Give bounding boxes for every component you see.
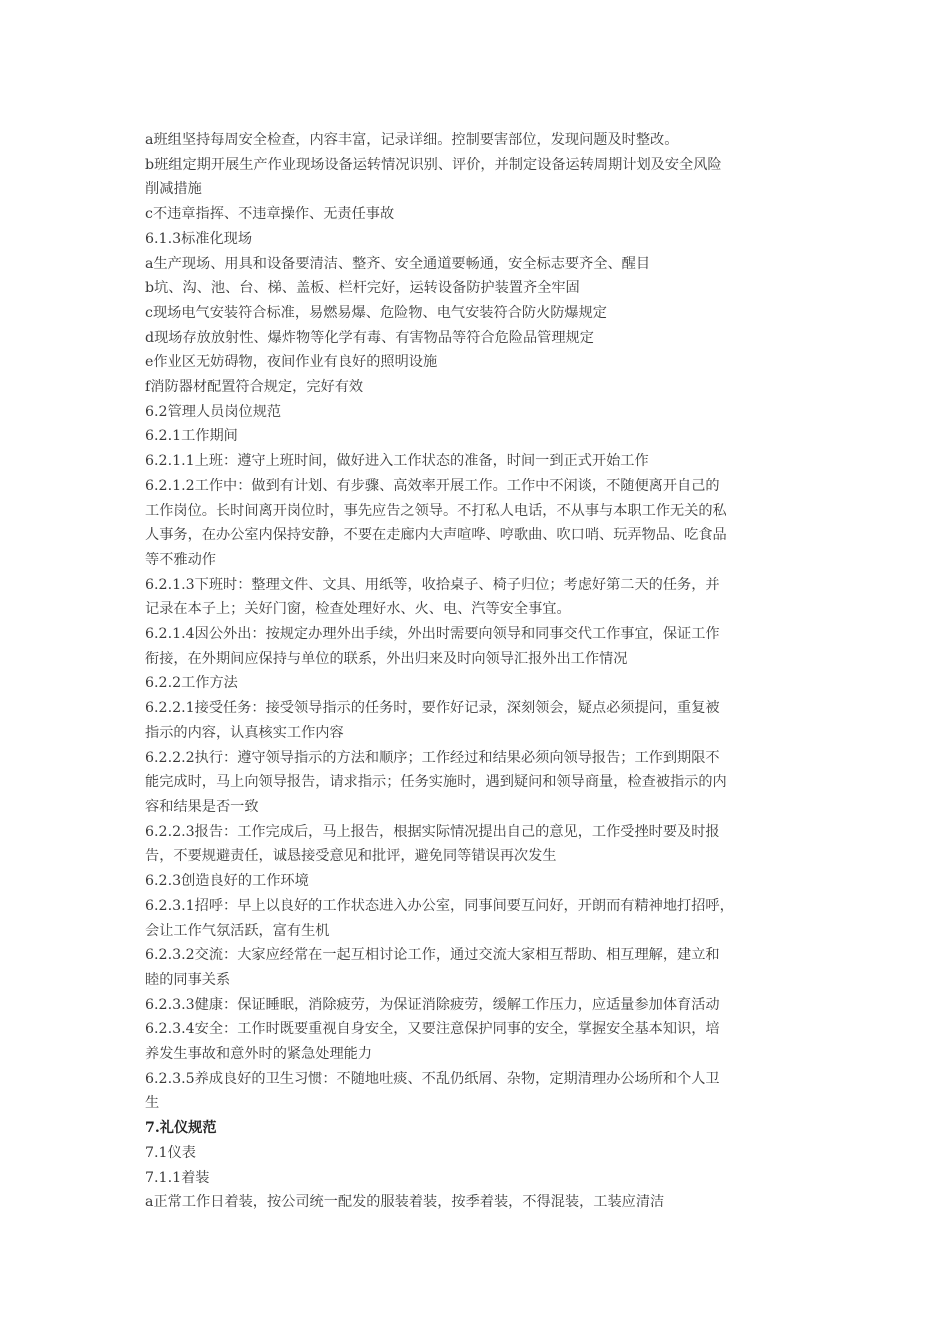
text-line: a正常工作日着装，按公司统一配发的服装着装，按季着装，不得混装，工装应清洁 (145, 1194, 665, 1211)
text-line: 能完成时，马上向领导报告，请求指示；任务实施时，遇到疑问和领导商量，检查被指示的内 (145, 774, 727, 791)
section-heading: 6.2管理人员岗位规范 (145, 403, 282, 420)
text-line: e作业区无妨碍物，夜间作业有良好的照明设施 (145, 354, 438, 371)
text-line: 工作岗位。长时间离开岗位时，事先应告之领导。不打私人电话，不从事与本职工作无关的私 (145, 502, 727, 519)
text-line: 容和结果是否一致 (145, 798, 259, 815)
section-heading: 6.2.3创造良好的工作环境 (145, 873, 309, 890)
text-line: 6.2.3.2交流：大家应经常在一起互相讨论工作，通过交流大家相互帮助、相互理解，建立和 (145, 947, 720, 964)
text-line: a班组坚持每周安全检查，内容丰富，记录详细。控制要害部位，发现问题及时整改。 (145, 132, 679, 148)
text-line: 6.2.3.3健康：保证睡眠，消除疲劳，为保证消除疲劳，缓解工作压力，应适量参加体育活动 (145, 996, 720, 1013)
text-line: 人事务，在办公室内保持安静，不要在走廊内大声喧哗、哼歌曲、吹口哨、玩弄物品、吃食品 (145, 527, 727, 544)
section-heading: 7.1.1着装 (145, 1169, 210, 1186)
text-line: 6.2.1.2工作中：做到有计划、有步骤、高效率开展工作。工作中不闲谈，不随便离开自己的 (145, 477, 720, 494)
text-line: 告，不要规避责任，诚恳接受意见和批评，避免同等错误再次发生 (145, 848, 557, 865)
text-line: 6.2.2.3报告：工作完成后，马上报告，根据实际情况提出自己的意见，工作受挫时要及时报 (145, 823, 720, 840)
text-line: 6.2.2.2执行：遵守领导指示的方法和顺序；工作经过和结果必须向领导报告；工作到期限不 (145, 749, 720, 766)
text-line: 6.2.1.4因公外出：按规定办理外出手续，外出时需要向领导和同事交代工作事宜，保证工作 (145, 626, 720, 643)
text-line: f消防器材配置符合规定，完好有效 (145, 379, 364, 396)
text-line: 记录在本子上；关好门窗，检查处理好水、火、电、汽等安全事宜。 (145, 601, 571, 618)
text-line: b坑、沟、池、台、梯、盖板、栏杆完好，运转设备防护装置齐全牢固 (145, 280, 580, 297)
text-line: a生产现场、用具和设备要清洁、整齐、安全通道要畅通，安全标志要齐全、醒目 (145, 255, 651, 272)
section-heading: 6.2.2工作方法 (145, 675, 238, 692)
chapter-heading: 7.礼仪规范 (145, 1120, 217, 1137)
text-line: 削减措施 (145, 181, 202, 198)
document-body (145, 128, 805, 1215)
section-heading: 7.1仪表 (145, 1144, 196, 1161)
text-line: 6.2.1.3下班时：整理文件、文具、用纸等，收拾桌子、椅子归位；考虑好第二天的任务，并 (145, 576, 720, 593)
text-line: 6.2.3.5养成良好的卫生习惯：不随地吐痰、不乱仍纸屑、杂物，定期清理办公场所和个人卫 (145, 1070, 720, 1087)
text-line: 生 (145, 1095, 160, 1112)
text-line: c不违章指挥、不违章操作、无责任事故 (145, 206, 395, 223)
text-line: 指示的内容，认真核实工作内容 (145, 724, 344, 741)
text-line: 衔接，在外期间应保持与单位的联系，外出归来及时向领导汇报外出工作情况 (145, 650, 628, 667)
text-line: 6.2.1.1上班：遵守上班时间，做好进入工作状态的准备，时间一到正式开始工作 (145, 453, 649, 470)
text-line: 养发生事故和意外时的紧急处理能力 (145, 1046, 373, 1063)
text-line: b班组定期开展生产作业现场设备运转情况识别、评价，并制定设备运转周期计划及安全风险 (145, 156, 722, 173)
text-line: 等不雅动作 (145, 551, 216, 568)
text-line: d现场存放放射性、爆炸物等化学有毒、有害物品等符合危险品管理规定 (145, 329, 594, 346)
text-line: 6.2.2.1接受任务：接受领导指示的任务时，要作好记录，深刻领会，疑点必须提问，重复被 (145, 700, 720, 717)
section-heading: 6.1.3标准化现场 (145, 230, 253, 247)
text-line: 6.2.3.4安全：工作时既要重视自身安全，又要注意保护同事的安全，掌握安全基本知识，培 (145, 1021, 720, 1038)
text-line: 会让工作气氛活跃，富有生机 (145, 922, 330, 939)
text-line: 睦的同事关系 (145, 971, 231, 988)
text-line: c现场电气安装符合标准，易燃易爆、危险物、电气安装符合防火防爆规定 (145, 304, 607, 321)
section-heading: 6.2.1工作期间 (145, 428, 238, 445)
text-line: 6.2.3.1招呼：早上以良好的工作状态进入办公室，同事间要互问好，开朗而有精神地打招呼， (145, 897, 734, 914)
